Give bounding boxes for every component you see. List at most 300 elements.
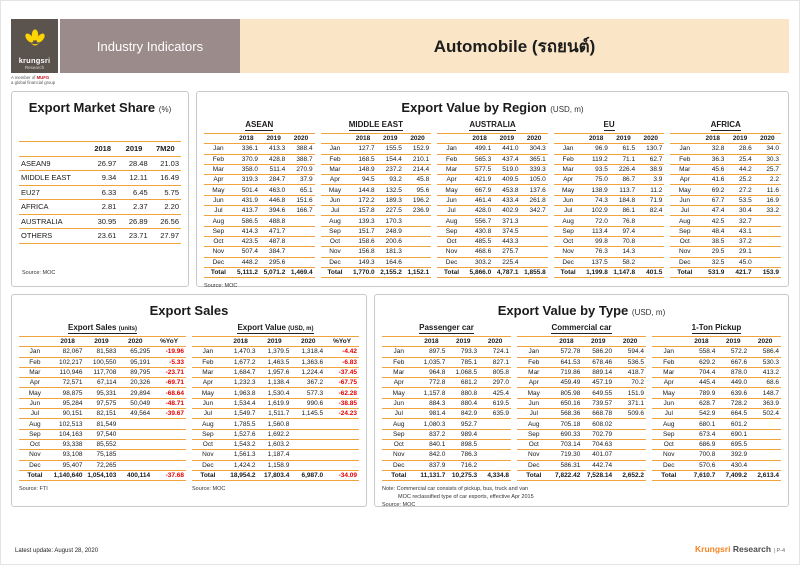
table-row <box>554 195 665 205</box>
table-row <box>554 175 665 185</box>
table-cell: 5,111.2 <box>237 269 259 276</box>
table-cell: 2019 <box>616 135 631 143</box>
table-row <box>437 175 548 185</box>
table-cell: 586.31 <box>560 461 581 469</box>
table-cell: 2,613.4 <box>757 472 779 479</box>
table-cell: May <box>662 389 675 397</box>
table-cell: 32.7 <box>739 217 752 225</box>
table-row <box>554 236 665 246</box>
table-cell: Sep <box>29 430 41 438</box>
table-cell: 577.3 <box>306 389 324 397</box>
panel-export-sales <box>11 294 367 507</box>
table-cell: 68.6 <box>766 379 779 387</box>
table-cell: Oct <box>202 441 213 449</box>
table-cell: 457.19 <box>592 379 613 387</box>
table-cell: 149.3 <box>358 258 375 266</box>
table-cell: 27.97 <box>160 231 179 241</box>
table-row <box>517 357 646 367</box>
table-cell <box>382 337 416 347</box>
subtable-title: Export Value (USD, m) <box>237 323 314 332</box>
table-cell: 26.89 <box>128 216 148 226</box>
table-cell <box>754 226 781 236</box>
table-row <box>19 429 186 439</box>
table-cell: 30.4 <box>739 207 752 215</box>
table-cell <box>754 247 781 257</box>
table-cell: 30.95 <box>97 216 117 226</box>
table-cell: 668.78 <box>592 410 613 418</box>
table-cell: 1,543.2 <box>233 441 256 449</box>
table-cell: 842.9 <box>460 410 478 418</box>
table-cell: 339.3 <box>529 166 546 174</box>
table-cell <box>118 429 152 439</box>
table-cell: 805.98 <box>560 389 581 397</box>
table-cell: 1,318.4 <box>301 348 324 356</box>
table-cell: %YoY <box>333 338 352 346</box>
table-row <box>321 226 432 236</box>
table-cell: 2018 <box>60 338 75 346</box>
mufg-mark: MUFG <box>36 75 50 80</box>
table-cell <box>404 236 431 246</box>
table-cell: 358.0 <box>241 166 259 174</box>
table-cell: 502.4 <box>762 410 779 418</box>
table-cell: 44.2 <box>739 166 752 174</box>
table-cell: 897.5 <box>429 348 446 356</box>
table-cell: Nov <box>678 248 691 256</box>
table-cell: 139.3 <box>358 217 375 225</box>
table-cell: 6.45 <box>133 187 148 197</box>
table-row <box>321 206 432 216</box>
table-cell: 433.4 <box>502 196 519 204</box>
table-cell: 144.8 <box>358 186 375 194</box>
table-cell: -4.42 <box>342 348 357 356</box>
table-row <box>192 347 359 357</box>
table-row <box>670 175 781 185</box>
table-cell: Jan <box>562 145 574 153</box>
table-cell: Feb <box>528 358 540 366</box>
logo-brand-text: krungsri <box>18 56 51 65</box>
table-cell: 23.61 <box>97 231 117 241</box>
table-cell <box>291 429 325 439</box>
table-cell: 371.3 <box>502 217 519 225</box>
table-cell: 673.4 <box>699 430 716 438</box>
table-cell: 400,114 <box>127 472 151 479</box>
market-share-table <box>19 141 181 244</box>
table-row <box>204 236 315 246</box>
table-row <box>192 419 359 429</box>
table-cell: Jun <box>562 196 574 204</box>
table-cell: Oct <box>663 441 674 449</box>
table-cell: 499.1 <box>474 145 492 153</box>
table-cell: 601.2 <box>730 420 748 428</box>
table-cell: -5.33 <box>169 358 184 366</box>
table-cell: 7,409.2 <box>725 472 748 479</box>
table-cell: Nov <box>329 248 341 256</box>
region-tables <box>204 120 781 278</box>
table-cell: 6,987.0 <box>301 472 324 479</box>
table-cell: 443.3 <box>502 238 519 246</box>
table-cell: 572.78 <box>560 348 581 356</box>
table-cell: 45.6 <box>711 166 725 174</box>
table-cell <box>479 450 511 460</box>
table-cell: 700.8 <box>699 451 716 459</box>
table-cell: 127.7 <box>358 145 375 153</box>
table-cell: 102,513 <box>59 420 83 428</box>
table-cell: Aug <box>562 217 574 225</box>
table-cell: 7,610.7 <box>693 472 716 479</box>
table-row <box>554 164 665 174</box>
table-cell: Jul <box>680 207 689 215</box>
table-cell: 586.20 <box>592 348 613 356</box>
export-sales-units-table <box>19 323 186 492</box>
table-cell: 32.8 <box>711 145 725 153</box>
table-cell <box>749 429 781 439</box>
table-cell <box>325 460 359 470</box>
table-cell: 785.1 <box>460 358 478 366</box>
table-cell: Aug <box>392 420 405 428</box>
table-cell: 37.2 <box>739 238 752 246</box>
table-cell: 572.2 <box>730 348 748 356</box>
table-cell: 884.3 <box>429 399 446 407</box>
table-cell: 2019 <box>267 338 282 346</box>
table-cell: Sep <box>562 227 574 235</box>
table-row <box>204 195 315 205</box>
table-cell: 67,114 <box>96 379 117 387</box>
table-cell <box>554 134 583 144</box>
table-cell: 425.4 <box>492 389 509 397</box>
table-cell <box>749 439 781 449</box>
table-row <box>652 357 781 367</box>
table-cell: 65.1 <box>299 186 313 194</box>
table-cell: 509.6 <box>627 410 644 418</box>
table-cell <box>152 450 186 460</box>
region-table-middle-east <box>321 120 432 278</box>
table-header-row <box>19 337 186 347</box>
table-cell: Mar <box>212 166 224 174</box>
table-row <box>321 216 432 226</box>
table-cell: 45.0 <box>739 258 752 266</box>
table-cell <box>291 439 325 449</box>
panel-title: Export Sales <box>149 303 229 318</box>
table-cell: 81,549 <box>96 420 117 428</box>
table-row <box>652 439 781 449</box>
table-cell <box>118 450 152 460</box>
table-cell: 827.1 <box>492 358 509 366</box>
table-cell: 981.4 <box>429 410 446 418</box>
table-header-row <box>517 337 646 347</box>
table-cell: 102.9 <box>591 207 608 215</box>
table-cell: 889.14 <box>592 369 613 377</box>
table-cell: Jan <box>213 145 224 153</box>
table-cell: 2020 <box>643 135 658 143</box>
table-cell <box>118 460 152 470</box>
table-cell: 104,163 <box>59 430 83 438</box>
table-cell <box>325 450 359 460</box>
table-cell: 2019 <box>266 135 281 143</box>
table-cell: 430.8 <box>474 227 492 235</box>
table-cell <box>152 419 186 429</box>
panel-title: Export Value by Type (USD, m) <box>497 303 666 318</box>
table-row <box>19 171 181 186</box>
table-cell: 33.2 <box>766 207 779 215</box>
table-cell: 370.9 <box>241 155 259 163</box>
data-table <box>321 133 432 278</box>
table-cell: 50,049 <box>130 399 151 407</box>
table-cell <box>325 419 359 429</box>
table-cell: Feb <box>562 155 574 163</box>
table-cell: 48.4 <box>711 227 725 235</box>
table-cell: 704.4 <box>699 369 716 377</box>
table-cell: Nov <box>202 451 214 459</box>
table-cell: Jan <box>663 348 674 356</box>
table-cell: 42.5 <box>711 217 725 225</box>
table-row <box>517 419 646 429</box>
table-cell: 716.2 <box>460 461 478 469</box>
table-cell: 93.2 <box>389 176 402 184</box>
table-cell: 28.48 <box>128 158 148 168</box>
table-cell: 2019 <box>732 135 748 143</box>
table-row <box>517 398 646 408</box>
table-cell: Apr <box>528 379 539 387</box>
table <box>554 133 665 278</box>
region-table-australia <box>437 120 548 278</box>
table-cell <box>291 450 325 460</box>
table-cell <box>521 216 548 226</box>
table-cell: 38.5 <box>711 238 725 246</box>
table-cell: 151.7 <box>358 227 375 235</box>
table-row <box>652 460 781 470</box>
table-cell: 2018 <box>94 144 112 154</box>
table-cell: Apr <box>29 379 40 387</box>
table-cell: 227.5 <box>385 207 402 215</box>
page-title: Automobile (รถยนต์) <box>240 19 789 73</box>
panel-export-value-by-type <box>374 294 789 507</box>
table-row <box>437 247 548 257</box>
logo-tagline: A member of MUFG a global financial group <box>11 75 56 86</box>
table-row <box>192 388 359 398</box>
table-cell: 76.3 <box>595 248 608 256</box>
krungsri-logo <box>11 19 58 73</box>
table-cell: 113.4 <box>592 227 608 235</box>
table-cell: 1,379.5 <box>267 348 290 356</box>
table-row <box>382 367 511 377</box>
table-cell: 418.7 <box>627 369 644 377</box>
table-cell: 342.7 <box>529 207 546 215</box>
table-row <box>19 388 186 398</box>
table-cell: May <box>328 186 342 194</box>
footer-brand: Krungsri Research | P-4 <box>695 544 785 554</box>
table-cell: Feb <box>29 358 41 366</box>
table-cell: 16.49 <box>160 173 179 183</box>
table-cell: 724.1 <box>492 348 509 356</box>
table-cell: 89,795 <box>130 369 151 377</box>
table-header-row <box>321 134 432 144</box>
table-cell: 94.5 <box>361 176 375 184</box>
table-row <box>670 226 781 236</box>
table-row <box>192 398 359 408</box>
panel-title-unit: (USD, m) <box>631 308 666 317</box>
table-cell: 542.9 <box>699 410 716 418</box>
table-cell: 110,946 <box>59 369 83 377</box>
table-cell: 1,424.2 <box>233 461 256 469</box>
table-row <box>652 409 781 419</box>
table-cell: Sep <box>212 227 225 235</box>
table-header-row <box>652 337 781 347</box>
panel-title-unit: (%) <box>158 105 172 114</box>
table-row <box>192 409 359 419</box>
table-cell: 421.7 <box>735 269 752 276</box>
footer <box>15 544 785 554</box>
table-cell: Mar <box>528 369 540 377</box>
table-cell: 2.20 <box>164 202 179 212</box>
table-cell: Aug <box>202 420 214 428</box>
table-cell: 2.2 <box>769 176 779 184</box>
table-cell: 367.2 <box>306 379 324 387</box>
table-cell: 728.2 <box>730 399 748 407</box>
table-cell: Mar <box>29 369 41 377</box>
table-cell: Apr <box>202 379 213 387</box>
table-cell: -69.71 <box>165 379 184 387</box>
table-cell <box>652 337 686 347</box>
table-cell: Mar <box>393 369 405 377</box>
table-cell: 5,071.2 <box>263 269 286 276</box>
table-row <box>192 378 359 388</box>
table-cell <box>637 236 664 246</box>
table-row <box>19 185 181 200</box>
table-cell: 667.6 <box>730 358 748 366</box>
table-row <box>517 439 646 449</box>
table <box>437 133 548 278</box>
table-cell: 448.2 <box>241 258 259 266</box>
table-cell: May <box>28 389 41 397</box>
table-cell: 704.63 <box>592 441 613 449</box>
table-cell: 487.8 <box>269 238 286 246</box>
table-row <box>670 267 781 277</box>
table-row <box>670 257 781 267</box>
table-cell: 102,217 <box>59 358 83 366</box>
table-cell: 586.4 <box>762 348 779 356</box>
table-cell: 989.4 <box>460 430 478 438</box>
table-cell: -6.83 <box>342 358 357 366</box>
table-cell: 1,530.4 <box>267 389 290 397</box>
table <box>19 141 181 244</box>
table-row <box>652 388 781 398</box>
table-row <box>670 236 781 246</box>
section-label: Industry Indicators <box>60 19 240 73</box>
table-cell: 441.0 <box>502 145 519 153</box>
table-cell: Mar <box>663 369 675 377</box>
table-cell: 237.2 <box>385 166 402 174</box>
table-row <box>382 419 511 429</box>
table-cell: AFRICA <box>21 202 49 212</box>
table-cell: 1,549.7 <box>233 410 256 418</box>
table-cell <box>521 257 548 267</box>
table-row <box>517 470 646 480</box>
table-cell: 880.4 <box>460 399 478 407</box>
table-cell: Dec <box>392 461 405 469</box>
table-cell: 2019 <box>383 135 398 143</box>
table-cell: 519.0 <box>502 166 519 174</box>
table-cell: 16.9 <box>766 196 779 204</box>
table-cell: 82,067 <box>62 348 83 356</box>
table-row <box>437 216 548 226</box>
subtable-title: Commercial car <box>551 323 612 332</box>
table-cell: May <box>527 389 540 397</box>
table-row <box>204 185 315 195</box>
table-cell: 74.3 <box>595 196 608 204</box>
subtable-title: EU <box>603 120 615 129</box>
table-cell: 2020 <box>487 338 503 346</box>
table-cell: 99.8 <box>595 238 608 246</box>
table-cell <box>287 226 314 236</box>
table-cell: 428.8 <box>269 155 286 163</box>
table-cell: 990.6 <box>306 399 324 407</box>
subtable-title: AFRICA <box>710 120 741 129</box>
table-cell: 577.5 <box>474 166 492 174</box>
table <box>670 133 781 278</box>
table-cell: 842.0 <box>429 451 446 459</box>
table-cell: 10,275.3 <box>451 472 478 479</box>
table-cell: 168.5 <box>358 155 375 163</box>
table-cell: 7,528.14 <box>586 472 613 479</box>
table-cell <box>325 429 359 439</box>
table-cell: 739.57 <box>592 399 613 407</box>
table-cell: Jul <box>447 207 456 215</box>
table-row <box>19 357 186 367</box>
table-cell: 70.2 <box>631 379 644 387</box>
table-cell: 7M20 <box>155 144 175 154</box>
table-cell: 878.0 <box>730 369 748 377</box>
table-row <box>321 164 432 174</box>
table-cell: 952.7 <box>460 420 478 428</box>
table-row <box>437 144 548 154</box>
table-cell: May <box>212 186 225 194</box>
subtable-title: ASEAN <box>245 120 274 129</box>
table-cell: 507.4 <box>241 248 259 256</box>
subtable-title: Export Sales (units) <box>67 323 138 332</box>
table-cell: Dec <box>445 258 458 266</box>
table-cell: 1,158.9 <box>267 461 290 469</box>
table-row <box>517 367 646 377</box>
table-cell <box>152 439 186 449</box>
table-cell: 23.71 <box>128 231 148 241</box>
table-row <box>19 378 186 388</box>
table-cell: 4,334.8 <box>487 472 509 479</box>
region-table-asean <box>204 120 315 278</box>
table-cell: 1,527.6 <box>233 430 256 438</box>
table-cell: 392.9 <box>730 451 748 459</box>
table-cell: 388.7 <box>296 155 313 163</box>
table-cell: May <box>201 389 214 397</box>
table-cell <box>749 460 781 470</box>
table-cell: 20,326 <box>130 379 151 387</box>
table-row <box>204 216 315 226</box>
table-row <box>437 257 548 267</box>
table-cell: 786.3 <box>460 451 478 459</box>
table-cell: 1,152.1 <box>407 269 430 276</box>
table-cell: -39.67 <box>165 410 184 418</box>
table-row <box>652 450 781 460</box>
table-row <box>19 229 181 244</box>
table-cell: 1,145.5 <box>301 410 324 418</box>
table-cell: 1,677.2 <box>233 358 256 366</box>
table-cell: 297.0 <box>492 379 509 387</box>
table-cell: 678.46 <box>592 358 613 366</box>
data-table <box>19 336 186 481</box>
table-cell: 97,575 <box>96 399 117 407</box>
table-cell: 1,140,640 <box>53 472 83 479</box>
table-cell <box>325 439 359 449</box>
table-row <box>437 185 548 195</box>
